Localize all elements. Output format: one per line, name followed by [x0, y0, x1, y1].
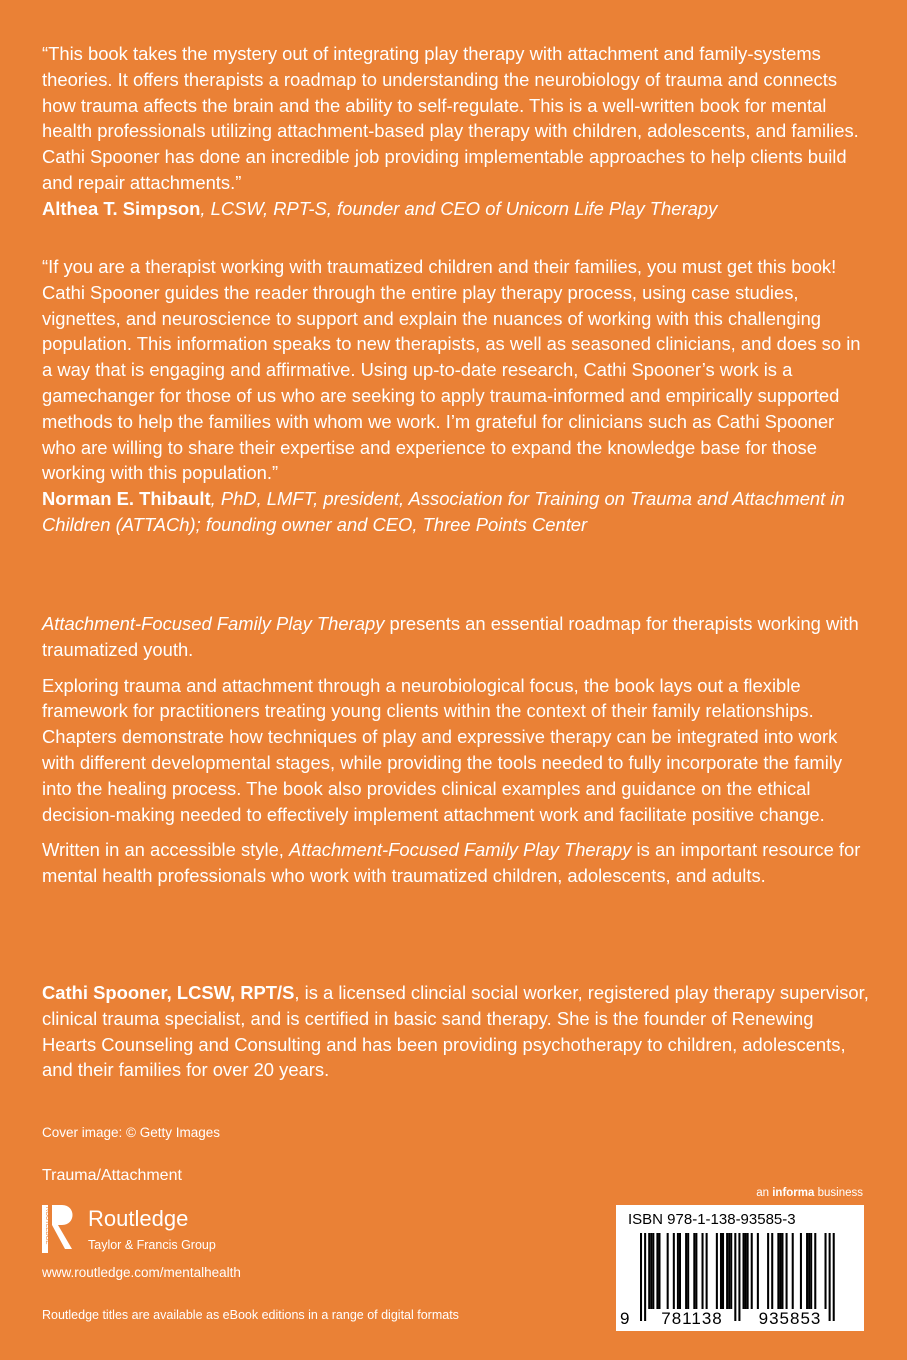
- barcode-bar: [720, 1233, 722, 1309]
- barcode-bar: [716, 1233, 718, 1309]
- publisher-url[interactable]: www.routledge.com/mentalhealth: [42, 1265, 241, 1280]
- barcode-bar: [695, 1233, 697, 1309]
- barcode-bar: [673, 1233, 675, 1309]
- barcode-bar: [743, 1233, 745, 1309]
- endorsement-2: [42, 254, 872, 538]
- informa-brand: informa: [772, 1187, 815, 1199]
- endorsement-1: [42, 41, 872, 222]
- barcode-bar: [814, 1233, 816, 1309]
- informa-tagline: an informa business: [756, 1187, 863, 1199]
- isbn-label: ISBN 978-1-138-93585-3: [628, 1211, 796, 1228]
- barcode-bar: [738, 1233, 740, 1321]
- barcode-bar: [640, 1233, 642, 1321]
- book-title-1: Attachment-Focused Family Play Therapy: [42, 613, 385, 634]
- barcode-bar: [779, 1233, 781, 1309]
- barcode-digits-right: 935853: [758, 1309, 822, 1328]
- barcode-bar: [767, 1233, 769, 1309]
- description-intro-rest: presents an essential roadmap for therapists working with traumatized youth.: [42, 613, 859, 660]
- barcode-bar: [777, 1233, 779, 1309]
- endorsement-1-attribution: [42, 196, 872, 222]
- category-label: Trauma/Attachment: [42, 1167, 182, 1184]
- barcode-bar: [650, 1233, 652, 1309]
- barcode-bar: [677, 1233, 679, 1309]
- barcode-bar: [786, 1233, 788, 1309]
- barcode-bar: [833, 1233, 835, 1321]
- barcode-bar: [667, 1233, 669, 1309]
- barcode-bar: [747, 1233, 749, 1309]
- endorsement-1-role: , LCSW, RPT-S, founder and CEO of Unicorn Life Play Therapy: [200, 197, 718, 219]
- barcode-bar: [722, 1233, 724, 1309]
- barcode-bar: [771, 1233, 773, 1309]
- author-bio-text: [42, 980, 872, 1083]
- barcode-bar: [687, 1233, 689, 1309]
- publisher-name: Routledge: [88, 1206, 189, 1231]
- description-closing-rest: is an important resource for mental health professionals who work with traumatized children, adolescents, and adults.: [42, 839, 861, 887]
- barcode-bar: [810, 1233, 812, 1309]
- isbn-barcode: [616, 1205, 864, 1331]
- barcode-bar: [730, 1233, 732, 1309]
- barcode-bar: [825, 1233, 827, 1309]
- barcode-bar: [706, 1233, 708, 1309]
- barcode-bar: [726, 1233, 728, 1309]
- barcode-bar: [652, 1233, 654, 1309]
- barcode-bar: [829, 1233, 831, 1321]
- ebook-note: Routledge titles are available as eBook editions in a range of digital formats: [42, 1308, 459, 1322]
- barcode-bar: [679, 1233, 681, 1309]
- barcode-bar: [728, 1233, 730, 1309]
- barcode-bar: [792, 1233, 794, 1309]
- routledge-logo: [40, 1203, 280, 1263]
- barcode-bar: [685, 1233, 687, 1309]
- barcode-bar: [693, 1233, 695, 1309]
- barcode-bar: [734, 1233, 736, 1321]
- author-name: Cathi Spooner, LCSW, RPT/S: [42, 982, 295, 1003]
- description-intro: [42, 611, 872, 663]
- endorsement-2-name: Norman E. Thibault: [42, 488, 211, 510]
- barcode-bar: [781, 1233, 783, 1309]
- barcode-bar: [702, 1233, 704, 1309]
- barcode-bar: [648, 1233, 650, 1309]
- barcode-bar: [808, 1233, 810, 1309]
- barcode-bar: [800, 1233, 802, 1309]
- author-bio: [42, 980, 872, 1083]
- endorsement-2-attribution: [42, 486, 872, 538]
- endorsement-2-role: , PhD, LMFT, president, Association for Training on Trauma and Attachment in Children (ATTACh); founding owner and CEO, Three Points Center: [42, 488, 845, 535]
- author-bio-body: , is a licensed clincial social worker, registered play therapy supervisor, clinical trauma specialist, and is certified in basic sand therapy. She is the founder of Renewing Hearts Counseling and Consulting and has been providing psychotherapy to children, adolescents, and their families for over 20 years.: [42, 982, 869, 1081]
- book-title-2: Attachment-Focused Family Play Therapy: [289, 839, 632, 861]
- endorsement-2-text: “If you are a therapist working with traumatized children and their families, you must get this book! Cathi Spooner guides the reader through the entire play therapy process, using case studies, vignettes, and neuroscience to support and explain the nuances of working with this challenging population. This information speaks to new therapists, as well as seasoned clinicians, and does so in a way that is engaging and affirmative. Using up-to-date research, Cathi Spooner’s work is a gamechanger for those of us who are seeking to apply trauma-informed and empirically supported methods to help the families with whom we work. I’m grateful for clinicians such as Cathi Spooner who are willing to share their expertise and experience to expand the knowledge base for those working with this population.”: [42, 256, 861, 484]
- description-closing: [42, 837, 872, 889]
- barcode-bar: [745, 1233, 747, 1309]
- routledge-vertical-text: ROUTLEDGE: [44, 1207, 50, 1245]
- cover-credit: Cover image: © Getty Images: [42, 1125, 221, 1140]
- barcode-digit-lead: 9: [620, 1309, 630, 1328]
- barcode-bar: [757, 1233, 759, 1309]
- description: [42, 611, 872, 889]
- description-closing-start: Written in an accessible style,: [42, 839, 290, 861]
- endorsement-1-text: “This book takes the mystery out of integrating play therapy with attachment and family-systems theories. It offers therapists a roadmap to understanding the neurobiology of trauma and connects how trauma affects the brain and the ability to self-regulate. This is a well-written book for mental health professionals utilizing attachment-based play therapy with children, adolescents, and families. Cathi Spooner has done an incredible job providing implementable approaches to help clients build and repair attachments.”: [42, 43, 859, 193]
- description-body: Exploring trauma and attachment through a neurobiological focus, the book lays out a flexible framework for practitioners treating young clients within the context of their family relationships. Chapters demonstrate how techniques of play and expressive therapy can be integrated into work with different developmental stages, while providing the tools needed to fully incorporate the family into the healing process. The book also provides clinical examples and guidance on the ethical decision-making needed to effectively implement attachment work and facilitate positive change.: [42, 674, 843, 825]
- barcode-bar: [656, 1233, 658, 1309]
- barcode-bar: [644, 1233, 646, 1321]
- barcode-bar: [751, 1233, 753, 1309]
- endorsement-1-name: Althea T. Simpson: [42, 197, 201, 219]
- barcode-bar: [806, 1233, 808, 1309]
- barcode-bar: [658, 1233, 660, 1309]
- publisher-group: Taylor & Francis Group: [88, 1238, 216, 1252]
- barcode-digits-left: 781138: [661, 1309, 723, 1328]
